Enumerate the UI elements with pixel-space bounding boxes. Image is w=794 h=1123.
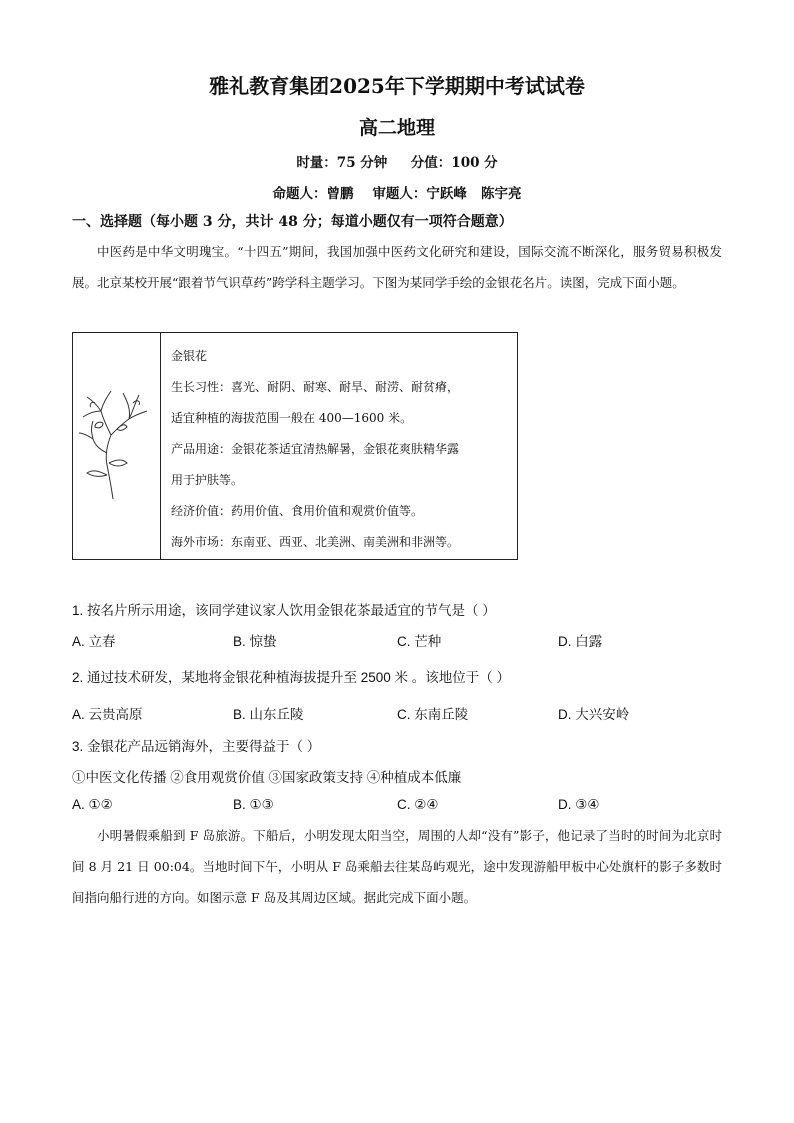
- q2-option-d[interactable]: D. 大兴安岭: [558, 707, 630, 722]
- q3-option-d[interactable]: D. ③④: [558, 797, 600, 812]
- card-line: 产品用途：金银花茶适宜清热解暑，金银花爽肤精华露: [171, 442, 460, 456]
- card-line: 适宜种植的海拔范围一般在 400—1600 米。: [171, 411, 413, 425]
- question-3-stem: 3. 金银花产品远销海外，主要得益于（ ）: [72, 739, 321, 754]
- q3-option-c[interactable]: C. ②④: [397, 797, 439, 812]
- q1-option-a[interactable]: A. 立春: [72, 634, 116, 649]
- honeysuckle-card: [72, 332, 518, 560]
- q3-option-b[interactable]: B. ①③: [233, 797, 274, 812]
- honeysuckle-drawing-icon: [77, 389, 153, 501]
- question-2-stem: 2. 通过技术研发，某地将金银花种植海拔提升至 2500 米 。该地位于（ ）: [72, 670, 511, 685]
- card-line: 生长习性：喜光、耐阴、耐寒、耐旱、耐涝、耐贫瘠，: [171, 380, 460, 394]
- q2-option-c[interactable]: C. 东南丘陵: [397, 707, 469, 722]
- card-line: 用于护肤等。: [171, 473, 244, 487]
- authors-line: 命题人：曾鹏 审题人：宁跃峰 陈宇亮: [272, 186, 522, 202]
- card-image-cell: [73, 333, 161, 559]
- q1-option-b[interactable]: B. 惊蛰: [233, 634, 277, 649]
- q1-option-d[interactable]: D. 白露: [558, 634, 603, 649]
- time-score-line: 时量：75 分钟 分值：100 分: [296, 155, 498, 171]
- scenario-paragraph: 小明暑假乘船到 F 岛旅游。下船后，小明发现太阳当空，周围的人却“没有”影子，他记录了当时的时间为北京时间 8 月 21 日 00:04。当地时间下午，小明从 F 岛乘船去往某岛屿观光，途中发现游船甲板中心处旗杆的影子多数时间指向船行进的方向。如图示意 F 岛及其周边区域。据此完成下面小题。: [72, 828, 722, 905]
- question-1-stem: 1. 按名片所示用途，该同学建议家人饮用金银花茶最适宜的节气是（ ）: [72, 603, 496, 618]
- section-heading: 一、选择题（每小题 3 分，共计 48 分；每道小题仅有一项符合题意）: [72, 214, 513, 230]
- q2-option-a[interactable]: A. 云贵高原: [72, 707, 143, 722]
- q3-option-a[interactable]: A. ①②: [72, 797, 113, 812]
- intro-paragraph: 中医药是中华文明瑰宝。“十四五”期间，我国加强中医药文化研究和建设，国际交流不断深化，服务贸易积极发展。北京某校开展“跟着节气识草药”跨学科主题学习。下图为某同学手绘的金银花名片。读图，完成下面小题。: [72, 244, 722, 290]
- exam-title: 雅礼教育集团2025年下学期期中考试试卷: [209, 74, 585, 98]
- q2-option-b[interactable]: B. 山东丘陵: [233, 707, 304, 722]
- question-3-choices: ①中医文化传播 ②食用观赏价值 ③国家政策支持 ④种植成本低廉: [72, 770, 462, 785]
- card-line: 金银花: [171, 349, 208, 363]
- exam-subject: 高二地理: [358, 117, 435, 139]
- q1-option-c[interactable]: C. 芒种: [397, 634, 442, 649]
- card-line: 海外市场：东南亚、西亚、北美洲、南美洲和非洲等。: [171, 535, 460, 549]
- card-text: [161, 333, 517, 559]
- card-line: 经济价值：药用价值、食用价值和观赏价值等。: [171, 504, 424, 518]
